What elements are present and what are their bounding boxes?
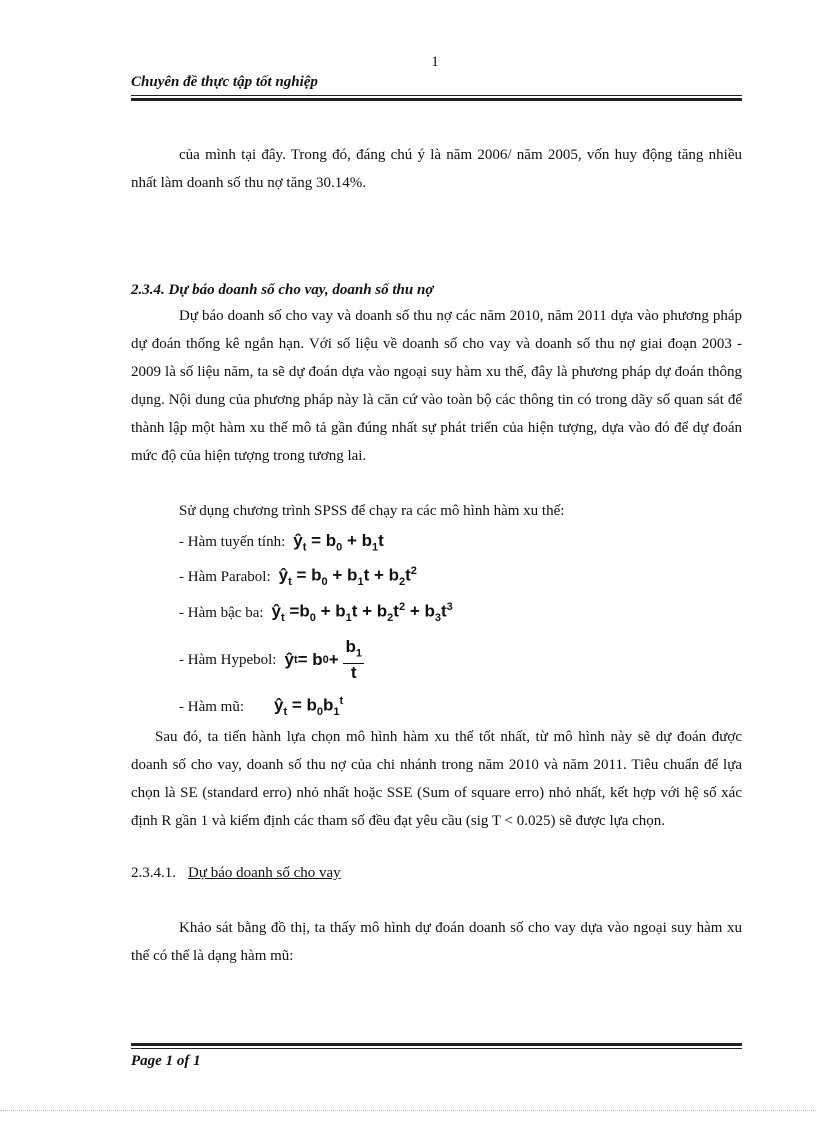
model-label: - Hàm tuyến tính: [179,533,286,550]
model-linear [179,526,384,558]
sub-heading-number: 2.3.4.1. [131,865,176,881]
model-label: - Hàm Parabol: [179,568,271,585]
section-heading: 2.3.4. Dự báo doanh số cho vay, doanh số thu nợ [131,282,434,298]
header-title: Chuyên đề thực tập tốt nghiệp [131,74,318,90]
formula-parabol: $ŷ_t = b_0 + b_1t + b_2t^2$ [278,565,417,589]
header-rule [131,95,742,101]
model-label: - Hàm mũ: [179,698,244,715]
formula-hypebol: ŷ t = b 0 + $b_1$ t [284,637,362,682]
formula-exponential: $ŷ_t = b_0b_1^t$ [274,695,344,719]
sub-heading-text: Dự báo doanh số cho vay [188,865,341,881]
model-cubic [179,597,453,629]
paragraph-intro: của mình tại đây. Trong đó, đáng chú ý là năm 2006/ năm 2005, vốn huy động tăng nhiều nhất làm doanh số thu nợ tăng 30.14%. [131,147,742,191]
paragraph-selection: Sau đó, ta tiến hành lựa chọn mô hình hàm xu thế tốt nhất, từ mô hình này sẽ dự đoán được doanh số cho vay, doanh số thu nợ của chi nhánh trong năm 2010 và năm 2011. Tiêu chuẩn để lựa chọn là SE (standard erro) nhỏ nhất hoặc SSE (Sum of square erro) nhỏ nhất, kết hợp với hệ số xác định R gần 1 và kiểm định các tham số đều đạt yêu cầu (sig T < 0.025) sẽ được lựa chọn. [131,729,742,829]
paragraph-spss: Sử dụng chương trình SPSS để chạy ra các mô hình hàm xu thế: [179,503,565,519]
model-hypebol [179,638,364,682]
paragraph-method: Dự báo doanh số cho vay và doanh số thu nợ các năm 2010, năm 2011 dựa vào phương pháp dự đoán thống kê ngắn hạn. Với số liệu về doanh số cho vay và doanh số thu nợ giai đoạn 2003 - 2009 là số liệu năm, ta sẽ dự đoán dựa vào ngoại suy hàm xu thế, đây là phương pháp dự đoán thông dụng. Nội dung của phương pháp này là căn cứ vào toàn bộ các thông tin có trong dãy số quan sát để thành lập một hàm xu thế mô tả gần đúng nhất sự phát triển của hiện tượng, dựa vào đó để dự đoán mức độ của hiện tượng trong tương lai. [131,308,742,464]
formula-linear: $ŷ_t = b_0 + b_1t$ [293,530,384,554]
model-parabol [179,561,417,593]
page-edge [0,1110,816,1111]
model-label: - Hàm Hypebol: [179,651,277,668]
footer-title: Page 1 of 1 [131,1053,201,1069]
page-number: 1 [431,54,439,70]
footer-rule [131,1043,742,1049]
paragraph-survey: Khảo sát bằng đồ thị, ta thấy mô hình dự đoán doanh số cho vay dựa vào ngoại suy hàm xu thế có thể là dạng hàm mũ: [131,920,742,964]
model-exponential [179,691,343,723]
formula-cubic: $ŷ_t =b_0 + b_1t + b_2t^2 + b_3t^3$ [271,601,453,625]
model-label: - Hàm bậc ba: [179,604,264,621]
sub-heading [131,865,341,882]
